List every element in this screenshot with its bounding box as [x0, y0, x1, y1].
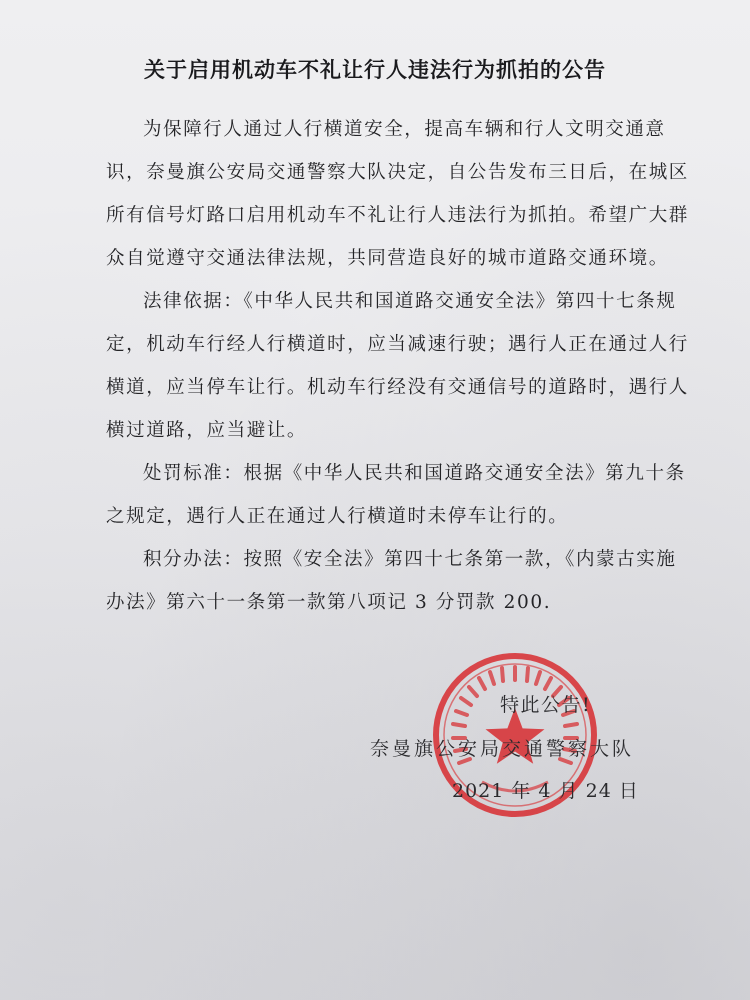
issue-date: 2021 年 4 月 24 日 — [452, 780, 639, 802]
paragraph-legal-basis: 法律依据：《中华人民共和国道路交通安全法》第四十七条规定，机动车行经人行横道时，应当减速行驶；遇行人正在通过人行横道，应当停车让行。机动车行经没有交通信号的道路时，遇行人横过道路，应当避让。 — [106, 291, 689, 441]
document-title: 关于启用机动车不礼让行人违法行为抓拍的公告 — [144, 58, 606, 82]
paragraph-points: 积分办法：按照《安全法》第四十七条第一款，《内蒙古实施办法》第六十一条第一款第八项记 3 分罚款 200. — [106, 549, 677, 613]
paragraph-intro: 为保障行人通过人行横道安全，提高车辆和行人文明交通意识，奈曼旗公安局交通警察大队决定，自公告发布三日后，在城区所有信号灯路口启用机动车不礼让行人违法行为抓拍。希望广大群众自觉遵守交通法律法规，共同营造良好的城市道路交通环境。 — [106, 119, 689, 269]
signoff-text: 特此公告! — [500, 694, 592, 716]
issuing-authority: 奈曼旗公安局交通警察大队 — [370, 738, 635, 760]
document-body — [106, 108, 690, 624]
paragraph-penalty: 处罚标准：根据《中华人民共和国道路交通安全法》第九十条之规定，遇行人正在通过人行横道时未停车让行的。 — [106, 463, 686, 527]
